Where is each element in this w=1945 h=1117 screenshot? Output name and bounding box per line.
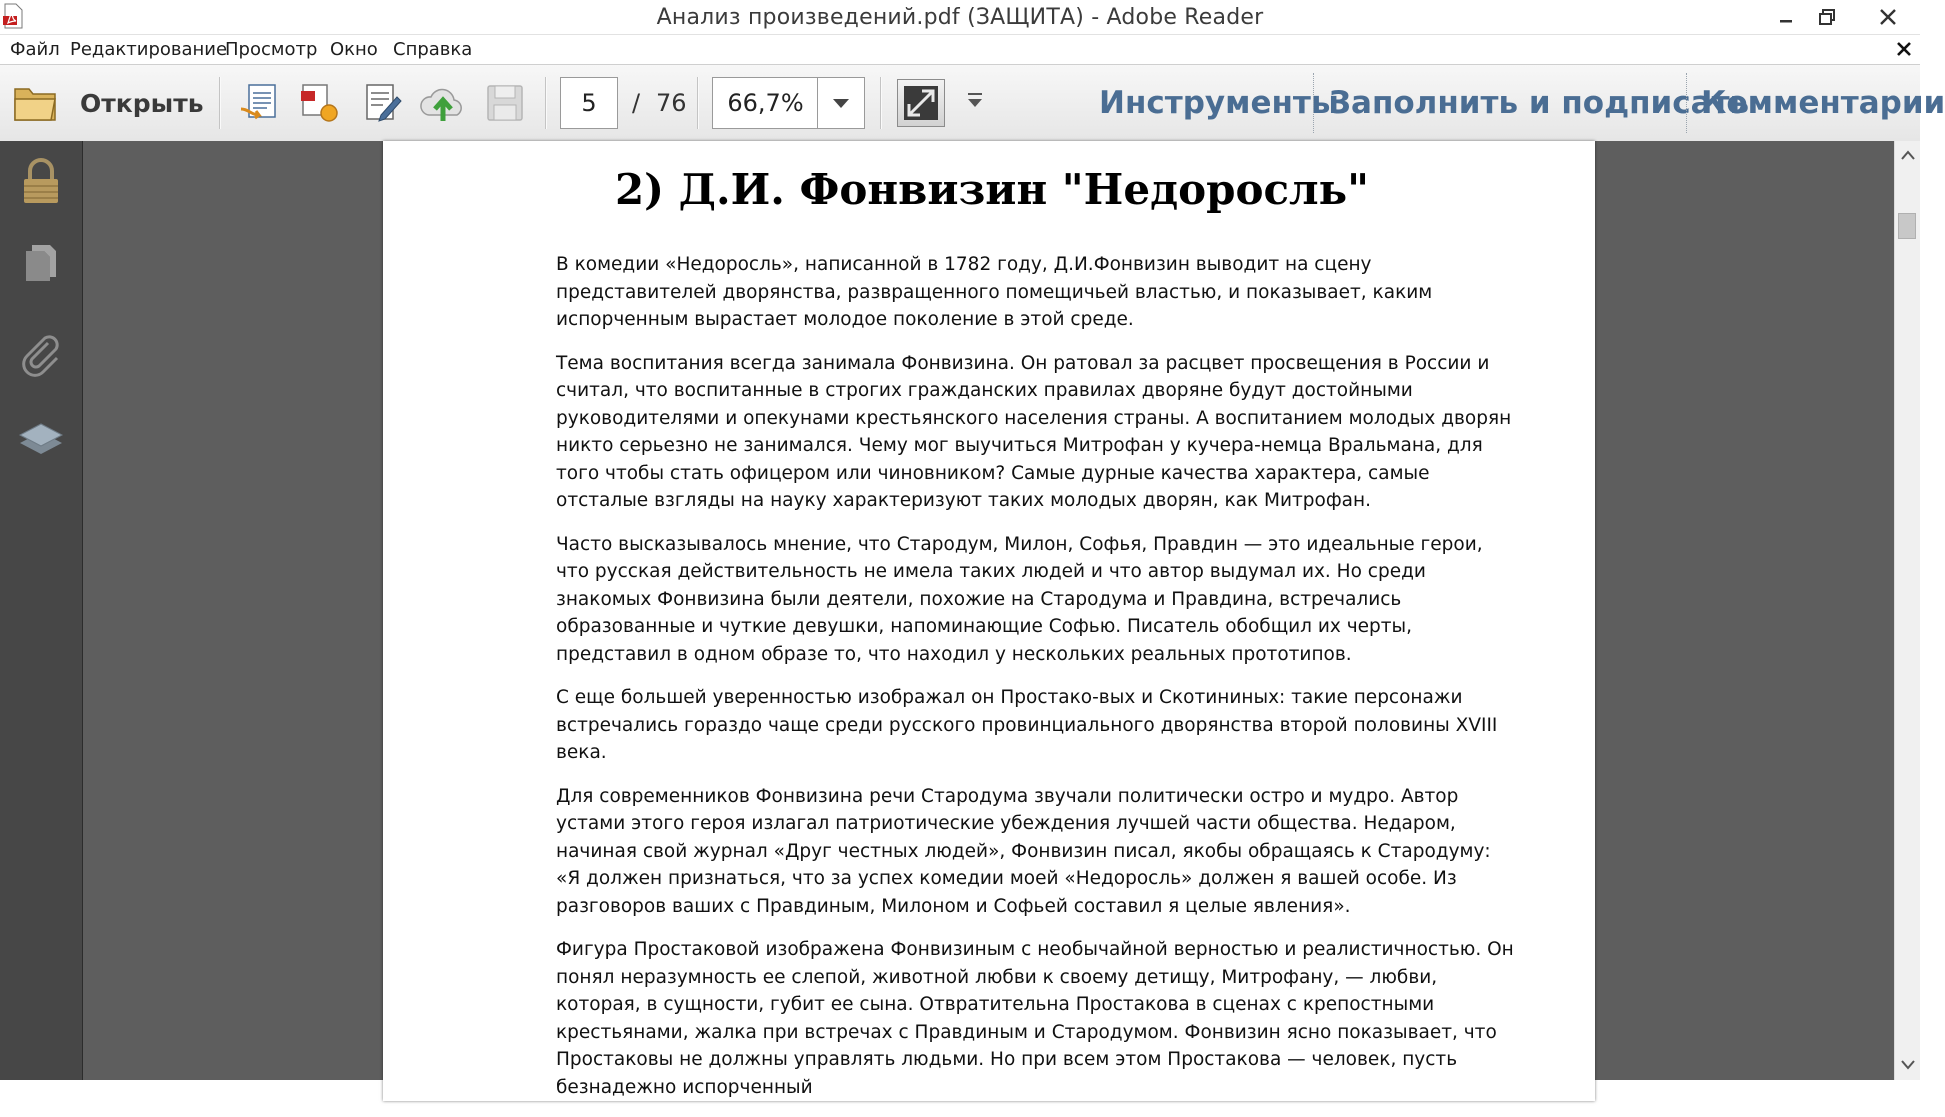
document-paragraph: Фигура Простаковой изображена Фонвизиным с необычайной верностью и реалистичностью. Он понял неразумность ее слепой, животной любви к своему детищу, Митрофану, — любви, которая, в сущности, губит ее сына. Отвратительна Простакова в сценах с крепостными крестьянами, жалка при встречах с Правдиным и Стародумом. Фонвизин ясно показывает, что Простаковы не должны управлять людьми. Но при всем этом Простакова — человек, пусть безнадежно испорченный (556, 939, 1514, 1098)
scrollbar-thumb[interactable] (1898, 213, 1916, 239)
export-pdf-icon[interactable] (297, 81, 341, 125)
folder-icon[interactable] (12, 81, 56, 125)
zoom-input[interactable]: 66,7% (712, 77, 818, 129)
page-number-input[interactable]: 5 (560, 77, 618, 129)
title-bar (0, 0, 1920, 35)
toolbar-separator (219, 77, 220, 129)
pdf-page (383, 141, 1595, 1101)
panel-separator (1686, 73, 1689, 133)
document-heading: 2) Д.И. Фонвизин "Недоросль" (614, 165, 1370, 214)
document-paragraph: Тема воспитания всегда занимала Фонвизина. Он ратовал за расцвет просвещения в России и считал, что воспитанные в строгих гражданских правилах дворяне будут достойными руководителями и опекунами крестьянского населения страны. А воспитанием молодых дворян никто серьезно не занимался. Чему мог выучиться Митрофан у кучера-немца Вральмана, для того чтобы стать офицером или чиновником? Самые дурные качества характера, самые отсталые взгляды на науку характеризуют таких молодых дворян, как Митрофан. (556, 352, 1512, 511)
layers-icon[interactable] (18, 415, 64, 461)
zoom-dropdown-button[interactable] (817, 77, 865, 129)
scroll-down-arrow[interactable] (1895, 1053, 1920, 1077)
window-title: Анализ произведений.pdf (ЗАЩИТА) - Adobe Reader (656, 5, 1264, 30)
toolbar-options-icon[interactable] (965, 91, 985, 111)
close-document-icon[interactable] (1892, 37, 1916, 61)
menu-bar (0, 35, 1920, 64)
page-total: 76 (656, 89, 687, 117)
tools-panel-link[interactable]: Инструменты (1099, 85, 1339, 121)
document-body (556, 251, 1516, 1117)
document-paragraph: Часто высказывалось мнение, что Стародум, Милон, Софья, Правдин — это идеальные герои, что русская действительность не имела таких людей и что автор выдумал их. Но среди знакомых Фонвизина были деятели, похожие на Стародума и Правдина, встречались образованные и чуткие девушки, напоминающие Софью. Писатель обобщил их черты, представил в одном образе то, что находил у нескольких реальных прототипов. (556, 533, 1483, 665)
toolbar-separator (545, 77, 546, 129)
comments-panel-link[interactable]: Комментарии (1701, 85, 1945, 121)
menu-file[interactable]: Файл (10, 39, 60, 60)
document-paragraph: С еще большей уверенностью изображал он Простако-вых и Скотининых: такие персонажи встречались гораздо чаще среди русского провинциального дворянства второй половины XVIII века. (556, 687, 1498, 763)
menu-window[interactable]: Окно (330, 39, 378, 60)
document-paragraph: В комедии «Недоросль», написанной в 1782 году, Д.И.Фонвизин выводит на сцену представителей дворянства, развращенного помещичьей властью, и показывает, каким испорченным вырастает молодое поколение в этой среде. (556, 254, 1433, 330)
close-window-button[interactable] (1858, 0, 1918, 34)
lock-icon[interactable] (18, 157, 64, 203)
vertical-scrollbar[interactable] (1894, 141, 1920, 1080)
menu-edit[interactable]: Редактирование (70, 39, 228, 60)
create-pdf-icon[interactable] (237, 81, 281, 125)
toolbar-separator (880, 77, 881, 129)
toolbar (0, 64, 1945, 142)
edit-pdf-icon[interactable] (361, 81, 405, 125)
menu-help[interactable]: Справка (393, 39, 473, 60)
upload-cloud-icon[interactable] (419, 81, 463, 125)
panel-separator (1313, 73, 1316, 133)
fill-sign-panel-link[interactable]: Заполнить и подписать (1329, 85, 1750, 121)
minimize-button[interactable] (1765, 0, 1807, 34)
toolbar-separator (697, 77, 698, 129)
document-paragraph: Для современников Фонвизина речи Стародума звучали политически остро и мудро. Автор устами этого героя излагал патриотические убеждения лучшей части общества. Недаром, начиная свой журнал «Друг честных людей», Фонвизин писал, якобы обращаясь к Стародуму: «Я должен признаться, что за успех комедии моей «Недоросль» должен я вашей особе. Из разговоров ваших с Правдиным, Милоном и Софьей составил я целые явления». (556, 785, 1491, 917)
page-separator: / (632, 89, 641, 117)
scroll-up-arrow[interactable] (1895, 143, 1920, 167)
open-button[interactable]: Открыть (80, 89, 204, 118)
restore-button[interactable] (1806, 0, 1848, 34)
chevron-down-icon (832, 97, 850, 109)
pages-icon[interactable] (18, 243, 64, 289)
attachment-icon[interactable] (18, 331, 64, 377)
save-icon[interactable] (483, 81, 527, 125)
menu-view[interactable]: Просмотр (225, 39, 318, 60)
navigation-pane (0, 141, 83, 1080)
fullscreen-icon[interactable] (897, 79, 945, 127)
document-view[interactable] (83, 141, 1895, 1098)
